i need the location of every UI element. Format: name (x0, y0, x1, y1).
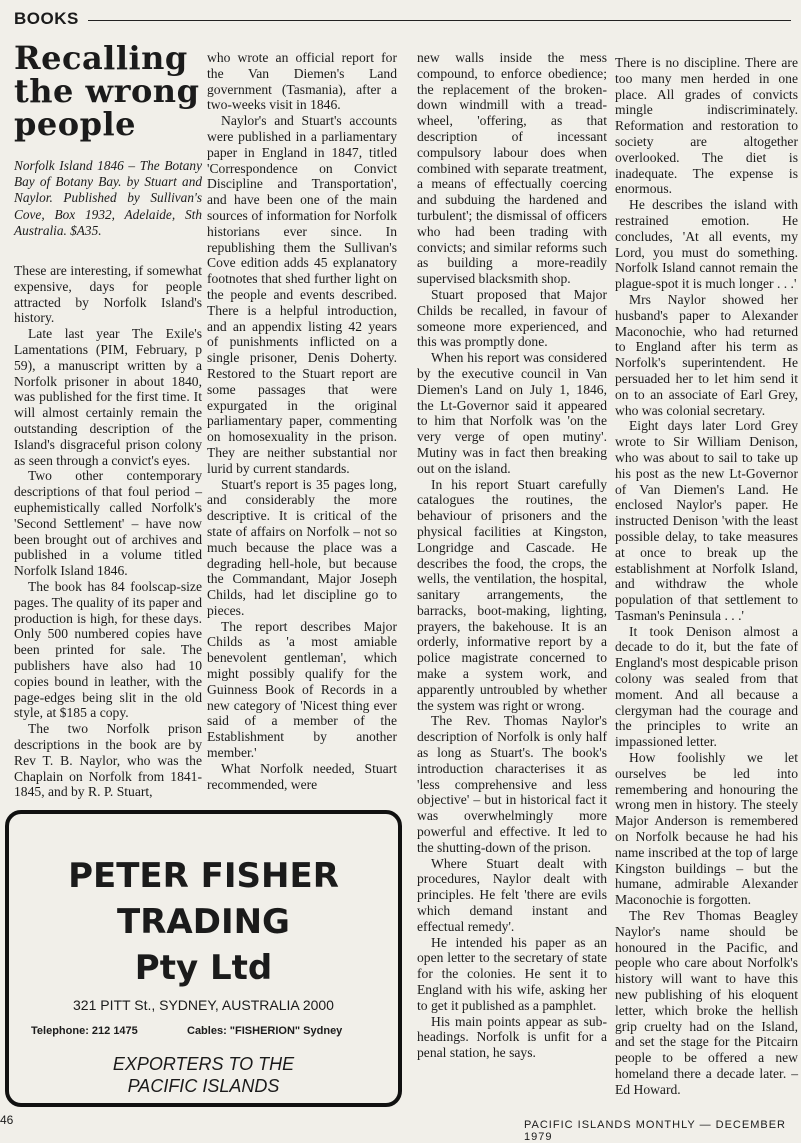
headline-line-1: Recalling (14, 39, 188, 77)
section-label: BOOKS (14, 9, 79, 28)
ad-company-line-3: Pty Ltd (134, 948, 273, 988)
paragraph: Where Stuart dealt with procedures, Naylor dealt with principles. He felt 'there are evils which demand instant and effectual remedy'. (417, 855, 607, 934)
paragraph: The Rev Thomas Beagley Naylor's name should be honoured in the Pacific, and people who care about Norfolk's history will want to have this new publishing of his eloquent letter, which broke the hellish grip cruelty had on the Island, and set the stage for the Pitcairn people to be offered a new homeland there a decade later. – Ed Howard. (615, 908, 798, 1097)
paragraph: He intended his paper as an open letter to the secretary of state for the colonies. He sent it to England with his wife, asking her to get it published as a pamphlet. (417, 934, 607, 1013)
paragraph: Eight days later Lord Grey wrote to Sir William Denison, who was about to sail to take up his post as the new Lt-Governor of Van Diemen's Land. He enclosed Naylor's paper. He instructed Denison 'with the least possible delay, to take measures at once to break up the establishment at Norfolk Island, and withdraw the whole population of that settlement to Tasman's Peninsula . . .' (615, 418, 798, 623)
paragraph: How foolishly we let ourselves be led into remembering and honouring the wrong men in history. The steely Major Anderson is remembered on Norfolk because he had his name inscribed at the top of large Kingston buildings – but the humane, admirable Alexander Maconochie is forgotten. (615, 750, 798, 908)
paragraph: The report describes Major Childs as 'a most amiable benevolent gentleman', which might possibly qualify for the Guinness Book of Records in a new category of 'Nicest thing ever said of a member of the Establishment by another member.' (207, 618, 397, 761)
ad-cables: Cables: "FISHERION" Sydney (187, 1025, 343, 1037)
paragraph: who wrote an official report for the Van Diemen's Land government (Tasmania), after a two-weeks visit in 1846. (207, 50, 397, 113)
ad-company-line-1: PETER FISHER (68, 856, 339, 896)
headline (14, 39, 204, 143)
ad-company-line-2: TRADING (117, 902, 290, 942)
headline-line-3: people (14, 105, 136, 143)
paragraph: Two other contemporary descriptions of that foul period – euphemistically called Norfolk's 'Second Settlement' – have now been brought out of archives and published in a volume titled Norfolk Island 1846. (14, 468, 202, 579)
paragraph: Stuart proposed that Major Childs be recalled, in favour of someone more experienced, and this was promptly done. (417, 286, 607, 350)
paragraph: When his report was considered by the executive council in Van Diemen's Land on July 1, 1846, the Lt-Governor said it appeared to him that Norfolk was 'on the very verge of open mutiny'. Mutiny was in fact then breaking out on the island. (417, 350, 607, 476)
page-number: 46 (0, 1113, 14, 1127)
paragraph: There is no discipline. There are too many men herded in one place. All grades of convicts mingle indiscriminately. Reformation and restoration to society are altogether overlooked. The diet is inadequate. The expense is enormous. (615, 55, 798, 197)
section-rule (88, 20, 791, 21)
column-2 (207, 50, 397, 792)
paragraph: These are interesting, if somewhat expensive, days for people attracted by Norfolk Island's history. (14, 263, 202, 326)
paragraph: What Norfolk needed, Stuart recommended, were (207, 760, 397, 792)
headline-line-2: the wrong (14, 72, 200, 110)
column-4 (615, 55, 798, 1098)
paragraph: In his report Stuart carefully catalogues the routines, the behaviour of prisoners and the physical facilities at Kingston, Longridge and Cascade. He describes the food, the crops, the wells, the ventilation, the hospital, sanitary arrangements, the barracks, boot-making, lighting, prayers, the bakehouse. It is an orderly, informative report by a police magistrate concerned to make a system work, and apparently untroubled by whether the system was right or wrong. (417, 476, 607, 713)
paragraph: His main points appear as sub-headings. Norfolk is unfit for a penal station, he says. (417, 1013, 607, 1061)
column-1 (14, 263, 202, 800)
running-footer: PACIFIC ISLANDS MONTHLY — DECEMBER 1979 (524, 1119, 786, 1143)
book-blurb: Norfolk Island 1846 – The Botany Bay of Botany Bay. by Stuart and Naylor. Published by Sullivan's Cove, Box 1932, Adelaide, Sth Australia. $A35. (14, 158, 202, 238)
paragraph: The two Norfolk prison descriptions in the book are by Rev T. B. Naylor, who was the Chaplain on Norfolk from 1841-1845, and by R. P. Stuart, (14, 721, 202, 800)
paragraph: Stuart's report is 35 pages long, and considerably the more descriptive. It is critical of the state of affairs on Norfolk – not so much because the place was a degrading hell-hole, but because the Commandant, Major Joseph Childs, had let discipline go to pieces. (207, 476, 397, 618)
paragraph: Naylor's and Stuart's accounts were published in a parliamentary paper in England in 1847, titled 'Correspondence on Convict Discipline and Transportation', and have been one of the main sources of information for Norfolk historians ever since. In republishing them the Sullivan's Cove edition adds 45 explanatory footnotes that shed further light on the people and events described. There is a helpful introduction, and an appendix listing 42 years of punishments inflicted on a single prisoner, Denis Doherty. Restored to the Stuart report are some passages that were expurgated in the original parliamentary paper, commenting on homosexuality in the prison. They are neither substantial nor lurid by current standards. (207, 113, 397, 476)
ad-telephone: Telephone: 212 1475 (31, 1025, 138, 1037)
paragraph: He describes the island with restrained emotion. He concludes, 'At all events, my Lord, you must do something. Norfolk Island cannot remain the plague-spot it is much longer . . .' (615, 197, 798, 292)
paragraph: Mrs Naylor showed her husband's paper to Alexander Maconochie, who had returned to England after his term as Norfolk's superintendent. He persuaded her to let him send it on to an associate of Earl Grey, who was colonial secretary. (615, 291, 798, 418)
ad-address: 321 PITT St., SYDNEY, AUSTRALIA 2000 (73, 997, 334, 1013)
column-3 (417, 50, 607, 1061)
paragraph: The Rev. Thomas Naylor's description of Norfolk is only half as long as Stuart's. The book's introduction characterises it as 'less comprehensive and less objective' – but in historical fact it was overwhelmingly more powerful and effective. It led to the shutting-down of the prison. (417, 713, 607, 855)
paragraph: The book has 84 foolscap-size pages. The quality of its paper and production is high, for these days. Only 500 numbered copies have been printed for sale. The publishers have also had 10 copies bound in leather, with the page-edges being slit in the old style, at $185 a copy. (14, 578, 202, 721)
paragraph: It took Denison almost a decade to do it, but the fate of England's most despicable prison colony was sealed from that moment. And all because a clergyman had the courage and the principles to write an impassioned letter. (615, 623, 798, 750)
advertisement (5, 810, 402, 1107)
paragraph: Late last year The Exile's Lamentations (PIM, February, p 59), a manuscript written by a Norfolk prisoner in about 1840, was published for the first time. It will almost certainly remain the outstanding description of the Island's disgraceful prison colony as seen through a convict's eyes. (14, 326, 202, 468)
paragraph: new walls inside the mess compound, to enforce obedience; the replacement of the broken-down windmill with a tread-wheel, 'offering, as that description of incessant compulsory labour does when combined with separate treatment, a means of effectually coercing and subduing the hardened and turbulent'; the dismissal of officers who had been trading with convicts; and similar reforms such as building a more-readily supervised blacksmith shop. (417, 50, 607, 287)
ad-tagline: EXPORTERS TO THE PACIFIC ISLANDS (112, 1054, 295, 1096)
